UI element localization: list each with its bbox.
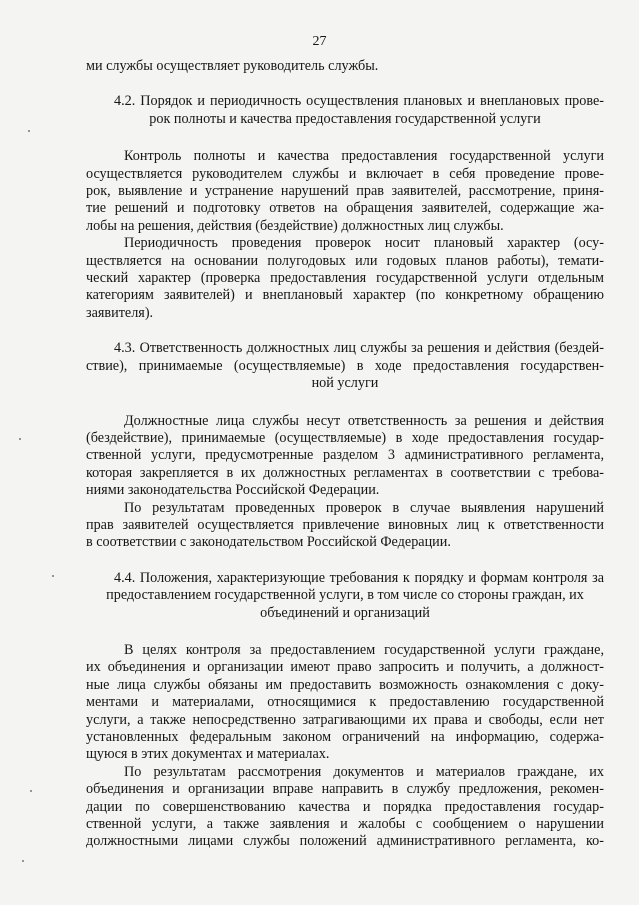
heading-line: 4.3. Ответственность должностных лиц службы за решения и действия (бездей- — [114, 340, 604, 357]
text-line: (бездействие), принимаемые (осуществляемые) в ходе предоставления государ- — [86, 429, 604, 446]
text-line: По результатам проведенных проверок в случае выявления нарушений — [124, 499, 604, 516]
text-line: Контроль полноты и качества предоставления государственной услуги — [124, 148, 604, 165]
section-4-3-heading — [86, 340, 604, 392]
page-number: 27 — [312, 34, 327, 49]
section-4-3-para-2 — [86, 500, 604, 552]
text-line: В целях контроля за предоставлением государственной услуги граждане, — [124, 641, 604, 658]
intro-continuation — [86, 58, 604, 75]
text-line: в соответствии с законодательством Российской Федерации. — [86, 534, 451, 551]
section-4-2-heading — [86, 93, 604, 128]
scan-speck — [30, 790, 32, 792]
document-body — [86, 58, 604, 851]
text-line: должностными лицами службы положений административного регламента, ко- — [86, 833, 604, 850]
text-line: которая закрепляется в их должностных регламентах в соответствии с требова- — [86, 464, 604, 481]
text-line: их объединения и организации имеют право запросить и получить, а должност- — [86, 659, 604, 676]
text-line: тие решений и подготовку ответов на обращения заявителей, содержащие жа- — [86, 200, 604, 217]
section-4-4-para-2 — [86, 764, 604, 851]
text-line: По результатам рассмотрения документов и материалов граждане, их — [124, 763, 604, 780]
heading-line: рок полноты и качества предоставления государственной услуги — [149, 110, 541, 127]
text-line: Должностные лица службы несут ответственность за решения и действия — [124, 412, 604, 429]
text-line: ческий характер (проверка предоставления государственной услуги отдельным — [86, 270, 604, 287]
text-line: дации по совершенствованию качества и порядка предоставления государ- — [86, 798, 604, 815]
scan-speck — [19, 438, 21, 440]
text-line: рок, выявление и устранение нарушений прав заявителей, рассмотрение, приня- — [86, 183, 604, 200]
section-4-2-para-1 — [86, 148, 604, 235]
section-4-4-para-1 — [86, 642, 604, 764]
text-line: прав заявителей осуществляется привлечение виновных лиц к ответственности — [86, 516, 604, 533]
text-line: лобы на решения, действия (бездействие) должностных лиц службы. — [86, 217, 504, 234]
heading-line: 4.2. Порядок и периодичность осуществления плановых и внеплановых прове- — [114, 93, 604, 110]
section-4-4-heading — [86, 570, 604, 622]
text-line: услуги, а также непосредственно затрагивающими их права и свободы, если нет — [86, 711, 604, 728]
scan-speck — [28, 130, 30, 132]
text-line: категориям заявителей) и внеплановый характер (по конкретному обращению — [86, 287, 604, 304]
text-line: заявителя). — [86, 304, 154, 321]
text-line: ментами и материалами, относящимися к предоставлению государственной — [86, 694, 604, 711]
text-line: ниями законодательства Российской Федерации. — [86, 482, 380, 499]
section-4-2-para-2 — [86, 235, 604, 322]
heading-line: ствие), принимаемые (осуществляемые) в ходе предоставления государствен- — [86, 357, 604, 374]
heading-line: 4.4. Положения, характеризующие требования к порядку и формам контроля за — [114, 569, 604, 586]
heading-line: объединений и организаций — [260, 604, 430, 621]
text-line: ственной услуги, а также заявления и жалобы с сообщением о нарушении — [86, 816, 604, 833]
text-line: осуществляется руководителем службы и включает в себя проведение прове- — [86, 165, 604, 182]
text-line: установленных федеральным законом ограничений на информацию, содержа- — [86, 729, 604, 745]
text-line: ственной услуги, предусмотренные разделом 3 административного регламента, — [86, 447, 604, 464]
text-line: ществляется на основании полугодовых или годовых планов работы), темати- — [86, 252, 604, 269]
heading-line: ной услуги — [311, 375, 379, 392]
text-line: объединения и организации вправе направить в службу предложения, рекомен- — [86, 781, 604, 798]
section-4-3-para-1 — [86, 413, 604, 500]
text-line: Периодичность проведения проверок носит плановый характер (осу- — [124, 235, 604, 252]
text-line: щуюся в этих документах и материалах. — [86, 746, 330, 763]
text-line: ми службы осуществляет руководитель службы. — [86, 58, 379, 74]
scan-speck — [22, 860, 24, 862]
text-line: ные лица службы обязаны им предоставить возможность ознакомления с доку- — [86, 676, 604, 693]
scan-speck — [52, 575, 54, 577]
heading-line: предоставлением государственной услуги, в том числе со стороны граждан, их — [106, 587, 584, 604]
